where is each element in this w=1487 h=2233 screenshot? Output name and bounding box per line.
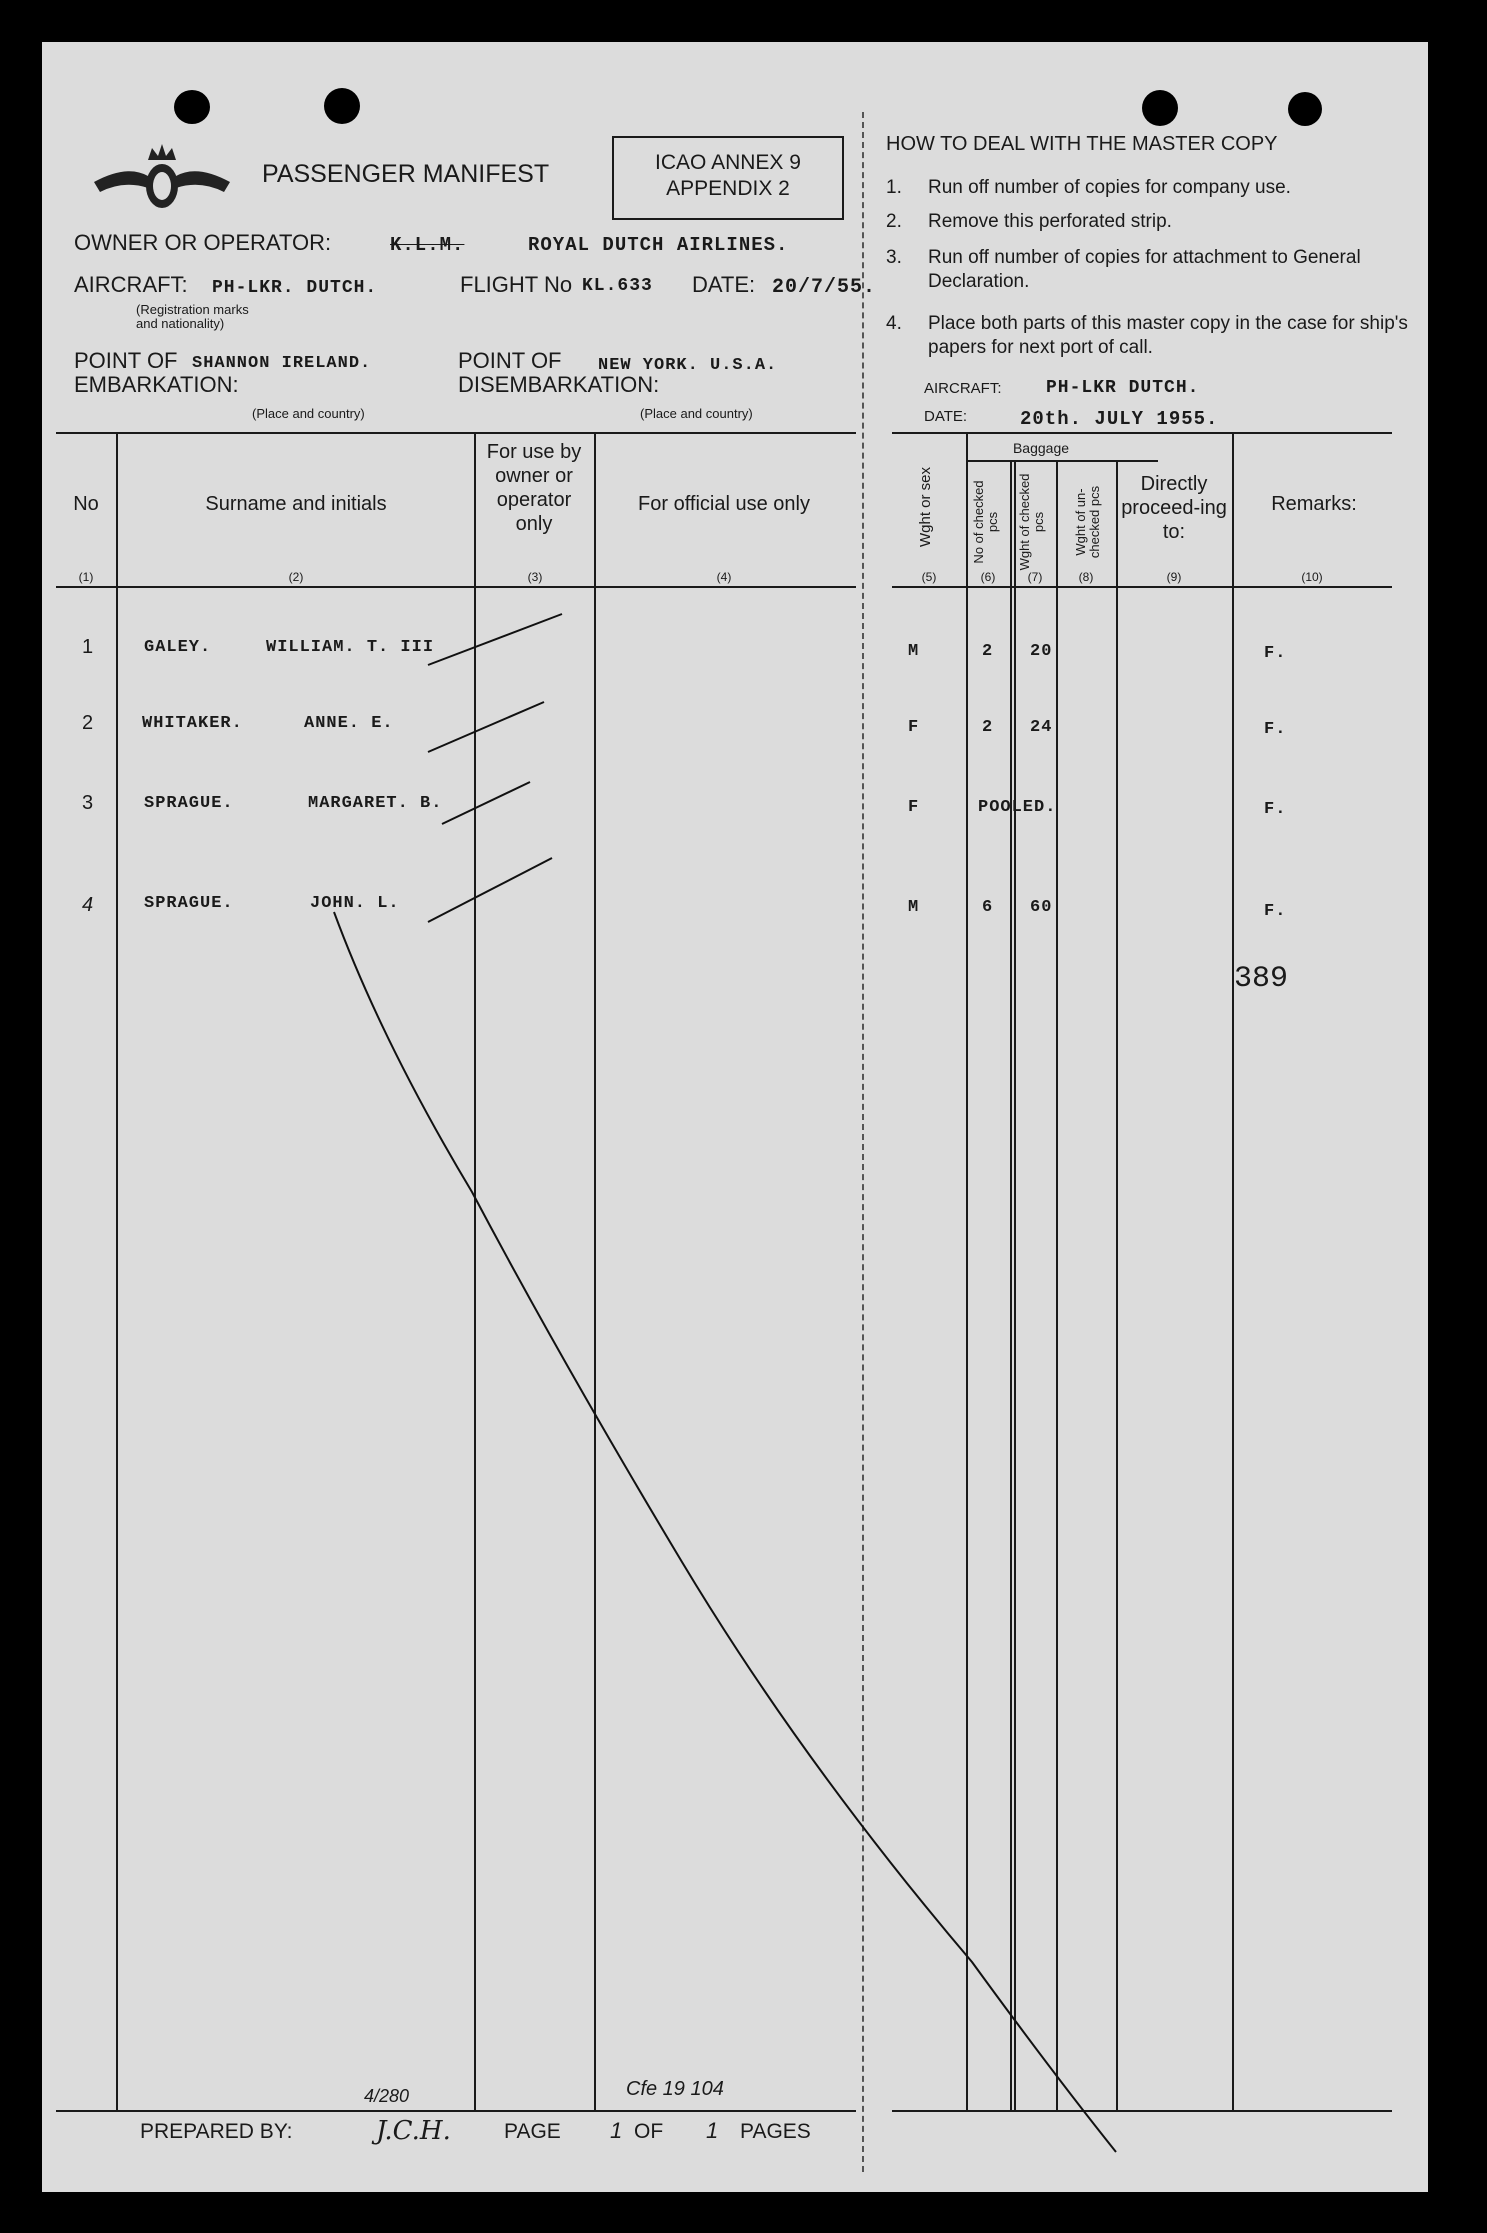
aircraft-note-1: (Registration marks bbox=[136, 302, 249, 317]
header-baggage: Baggage bbox=[1012, 440, 1070, 456]
row-surname: SPRAGUE. bbox=[144, 794, 234, 813]
instruction-text: Place both parts of this master copy in the case for ship's papers for next port of call. bbox=[928, 313, 1408, 358]
disembark-label-1: POINT OF bbox=[458, 348, 562, 373]
row-no: 4 bbox=[82, 894, 94, 916]
row-remarks: F. bbox=[1264, 902, 1287, 921]
header-surname: Surname and initials bbox=[205, 493, 387, 515]
header-wght-checked: Wght of checked pcs bbox=[1017, 473, 1046, 571]
instruction-num: 4. bbox=[886, 313, 902, 334]
instr-aircraft-label: AIRCRAFT: bbox=[924, 380, 1002, 397]
instr-aircraft-value: PH-LKR DUTCH. bbox=[1046, 378, 1200, 398]
col-number: (1) bbox=[78, 570, 94, 584]
row-pcs: 6 bbox=[982, 898, 994, 917]
col-number: (2) bbox=[288, 570, 304, 584]
pages-label: PAGES bbox=[740, 2120, 811, 2143]
row-initials: JOHN. L. bbox=[310, 894, 400, 913]
header-no-checked: No of checked pcs bbox=[971, 480, 1000, 564]
instruction-num: 3. bbox=[886, 247, 902, 268]
col-number: (9) bbox=[1166, 570, 1182, 584]
instruction-num: 2. bbox=[886, 211, 902, 232]
header-owner-use: For use by owner or operator only bbox=[486, 441, 582, 535]
row-initials: WILLIAM. T. III bbox=[266, 638, 435, 657]
owner-code: K.L.M. bbox=[390, 234, 465, 256]
row-remarks: F. bbox=[1264, 800, 1287, 819]
date-label: DATE: bbox=[692, 272, 756, 297]
row-pooled: POOLED. bbox=[978, 798, 1057, 817]
instr-date-value: 20th. JULY 1955. bbox=[1020, 408, 1219, 430]
disembark-note: (Place and country) bbox=[640, 406, 753, 421]
footer-note-mid: Cfe 19 104 bbox=[626, 2078, 724, 2100]
header-wght-sex: Wght or sex bbox=[917, 466, 934, 548]
header-wght-unchecked: Wght of un-checked pcs bbox=[1073, 485, 1102, 559]
row-sex: M bbox=[908, 898, 920, 917]
flight-value: KL.633 bbox=[582, 276, 653, 296]
header-no: No bbox=[73, 493, 99, 515]
row-initials: MARGARET. B. bbox=[308, 794, 443, 813]
owner-label: OWNER OR OPERATOR: bbox=[74, 230, 332, 255]
manifest-sheet bbox=[42, 42, 1428, 2192]
instruction-text: Run off number of copies for company use. bbox=[928, 177, 1291, 198]
row-wght: 60 bbox=[1030, 898, 1053, 917]
footer-note-left: 4/280 bbox=[364, 2086, 410, 2106]
header-official: For official use only bbox=[638, 493, 810, 515]
instruction-num: 1. bbox=[886, 177, 902, 198]
instruction-text: Remove this perforated strip. bbox=[928, 211, 1172, 232]
row-pcs: 2 bbox=[982, 718, 994, 737]
aircraft-note-2: and nationality) bbox=[136, 316, 225, 331]
signature: J.C.H. bbox=[376, 2116, 451, 2146]
page-label: PAGE bbox=[504, 2120, 561, 2143]
manifest-title: PASSENGER MANIFEST bbox=[262, 160, 550, 188]
col-number: (10) bbox=[1301, 570, 1323, 584]
annex-line2: APPENDIX 2 bbox=[666, 177, 790, 200]
col-number: (8) bbox=[1078, 570, 1094, 584]
row-pcs: 2 bbox=[982, 642, 994, 661]
row-surname: WHITAKER. bbox=[142, 714, 243, 733]
prepared-by-label: PREPARED BY: bbox=[140, 2120, 293, 2143]
row-remarks: F. bbox=[1264, 644, 1287, 663]
date-value: 20/7/55. bbox=[772, 276, 877, 299]
embark-label-1: POINT OF bbox=[74, 348, 178, 373]
row-wght: 24 bbox=[1030, 718, 1053, 737]
embark-label-2: EMBARKATION: bbox=[74, 372, 239, 397]
col-number: (5) bbox=[921, 570, 937, 584]
row-sex: F bbox=[908, 798, 920, 817]
row-surname: GALEY. bbox=[144, 638, 212, 657]
row-sex: F bbox=[908, 718, 920, 737]
header-remarks: Remarks: bbox=[1271, 493, 1357, 515]
row-no: 1 bbox=[82, 636, 94, 658]
row-remarks: F. bbox=[1264, 720, 1287, 739]
page-num: 1 bbox=[610, 2118, 623, 2143]
row-no: 2 bbox=[82, 712, 94, 734]
stamp-number: 389 bbox=[1234, 962, 1289, 996]
instruction-text: Run off number of copies for attachment to General Declaration. bbox=[928, 247, 1361, 292]
disembark-label-2: DISEMBARKATION: bbox=[458, 372, 660, 397]
disembark-value: NEW YORK. U.S.A. bbox=[598, 356, 778, 375]
embark-value: SHANNON IRELAND. bbox=[192, 354, 372, 373]
col-number: (7) bbox=[1027, 570, 1043, 584]
instructions-title: HOW TO DEAL WITH THE MASTER COPY bbox=[886, 133, 1278, 155]
header-directly: Directly proceed-ing to: bbox=[1121, 473, 1227, 543]
col-number: (6) bbox=[980, 570, 996, 584]
row-no: 3 bbox=[82, 792, 94, 814]
row-initials: ANNE. E. bbox=[304, 714, 394, 733]
row-sex: M bbox=[908, 642, 920, 661]
aircraft-label: AIRCRAFT: bbox=[74, 272, 188, 297]
row-surname: SPRAGUE. bbox=[144, 894, 234, 913]
embark-note: (Place and country) bbox=[252, 406, 365, 421]
instr-date-label: DATE: bbox=[924, 408, 968, 425]
aircraft-value: PH-LKR. DUTCH. bbox=[212, 278, 378, 298]
col-number: (3) bbox=[527, 570, 543, 584]
row-wght: 20 bbox=[1030, 642, 1053, 661]
owner-value: ROYAL DUTCH AIRLINES. bbox=[528, 234, 789, 256]
total-pages: 1 bbox=[706, 2118, 719, 2143]
annex-line1: ICAO ANNEX 9 bbox=[655, 151, 801, 174]
col-number: (4) bbox=[716, 570, 732, 584]
pen-strokes bbox=[42, 42, 1428, 2192]
flight-label: FLIGHT No bbox=[460, 272, 573, 297]
of-label: OF bbox=[634, 2120, 664, 2143]
